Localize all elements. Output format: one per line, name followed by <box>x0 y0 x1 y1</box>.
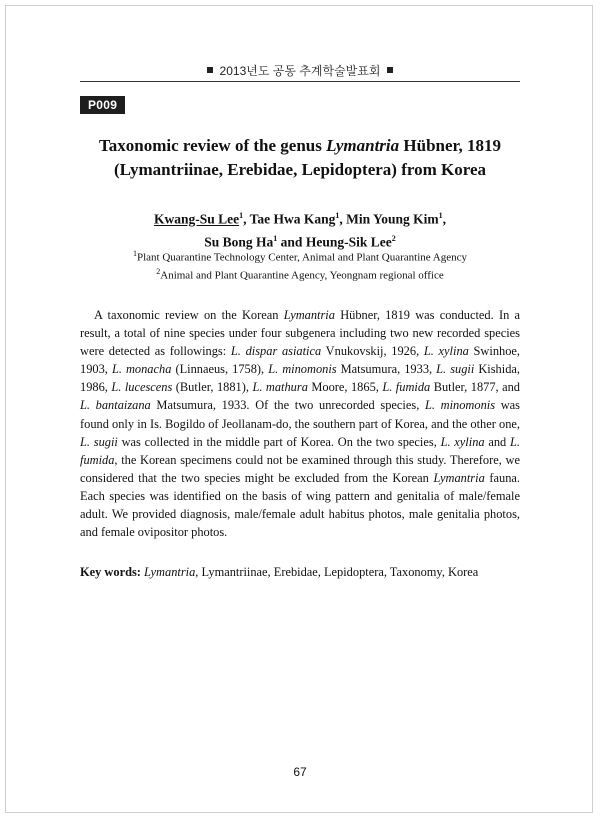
taxon-name: L. dispar asiatica <box>230 344 322 359</box>
taxon-name: L. minomonis <box>268 362 337 377</box>
author-presenting: Kwang-Su Lee <box>153 211 240 227</box>
page-number: 67 <box>293 765 307 779</box>
abstract-text: Moore, 1865, <box>307 380 383 395</box>
abstract-text: Matsumura, 1933, <box>336 362 437 377</box>
running-header <box>0 62 600 84</box>
title-line-1: Taxonomic review of the genus Lymantria Hübner, 1819 <box>98 136 502 155</box>
abstract-text: and <box>484 434 510 449</box>
author: Su Bong Ha <box>204 234 274 249</box>
abstract-text: , the Korean specimens could not be examined through this study. Therefore, we considered that the two species might be excluded from the Korean <box>80 452 520 485</box>
abstract-text: A taxonomic review on the Korean <box>94 308 284 322</box>
header-text: 2013년도 공동 추계학술발표회 <box>219 64 381 78</box>
taxon-name: Lymantria <box>433 470 485 485</box>
abstract-text: was collected in the middle part of Korea. On the two species, <box>117 434 441 449</box>
author: Heung-Sik Lee <box>305 234 392 249</box>
affiliations <box>60 247 540 282</box>
affiliation-2: $^2$Animal and Plant Quarantine Agency, Yeongnam regional office <box>156 266 444 282</box>
keywords-label: Key words: <box>80 565 141 579</box>
author-list: Kwang-Su Lee$^1$, Tae Hwa Kang$^1$, Min Young Kim$^1$, Su Bong Ha$^1$ and Heung-Sik Lee$^2$ <box>153 211 447 249</box>
taxon-name: L. monacha <box>111 362 172 377</box>
taxon-name: L. xylina <box>423 344 469 359</box>
taxon-name: L. lucescens <box>111 380 173 395</box>
header-rule <box>80 81 520 82</box>
taxon-name: L. fumida <box>382 380 431 395</box>
taxon-name: L. xylina <box>440 434 485 449</box>
abstract-text: (Butler, 1881), <box>172 380 253 395</box>
keyword-genus: Lymantria <box>144 565 196 579</box>
keywords-rest: , Lymantriinae, Erebidae, Lepidoptera, Taxonomy, Korea <box>195 565 479 579</box>
taxon-name: L. sugii <box>436 362 475 377</box>
affiliation-1: $^1$Plant Quarantine Technology Center, Animal and Plant Quarantine Agency <box>132 249 468 264</box>
header-square-right-icon <box>387 67 393 73</box>
abstract-text: Matsumura, 1933. Of the two unrecorded species, <box>150 398 425 413</box>
abstract-text: (Linnaeus, 1758), <box>171 362 269 377</box>
taxon-name: Lymantria <box>283 308 335 322</box>
abstract-text: Swinhoe, 1903, <box>80 344 521 377</box>
abstract-text: fauna. Each species was identified on the basis of wing pattern and genitalia of male/female adult. We provided diagnosis, male/female adult habitus photos, male genitalia photos, and female ovipositor photos. <box>80 470 520 540</box>
keywords-line <box>80 563 520 581</box>
taxon-name: L. fumida <box>80 434 520 467</box>
abstract-text: Vnukovskij, 1926, <box>321 344 424 359</box>
abstract-paragraph <box>80 306 520 541</box>
abstract-text: Butler, 1877, and <box>430 380 520 395</box>
taxon-name: L. sugii <box>80 434 118 449</box>
poster-id-badge: P009 <box>80 96 125 114</box>
taxon-name: L. mathura <box>252 380 308 395</box>
abstract-text: Hübner, 1819 was conducted. In a result, a total of nine species under four subgenera including two new recorded species were detected as followings: <box>80 308 521 359</box>
header-square-left-icon <box>207 67 213 73</box>
author: Tae Hwa Kang <box>249 211 336 227</box>
taxon-name: L. minomonis <box>424 398 496 413</box>
abstract-text: Kishida, 1986, <box>80 362 520 395</box>
title-line-2: (Lymantriinae, Erebidae, Lepidoptera) from Korea <box>113 160 487 179</box>
abstract-text: was found only in Is. Bogildo of Jeollanam-do, the southern part of Korea, and the other one, <box>80 398 520 431</box>
paper-title <box>60 134 540 182</box>
author: Min Young Kim <box>346 211 439 227</box>
taxon-name: L. bantaizana <box>80 398 151 413</box>
title-genus: Lymantria <box>326 136 400 155</box>
